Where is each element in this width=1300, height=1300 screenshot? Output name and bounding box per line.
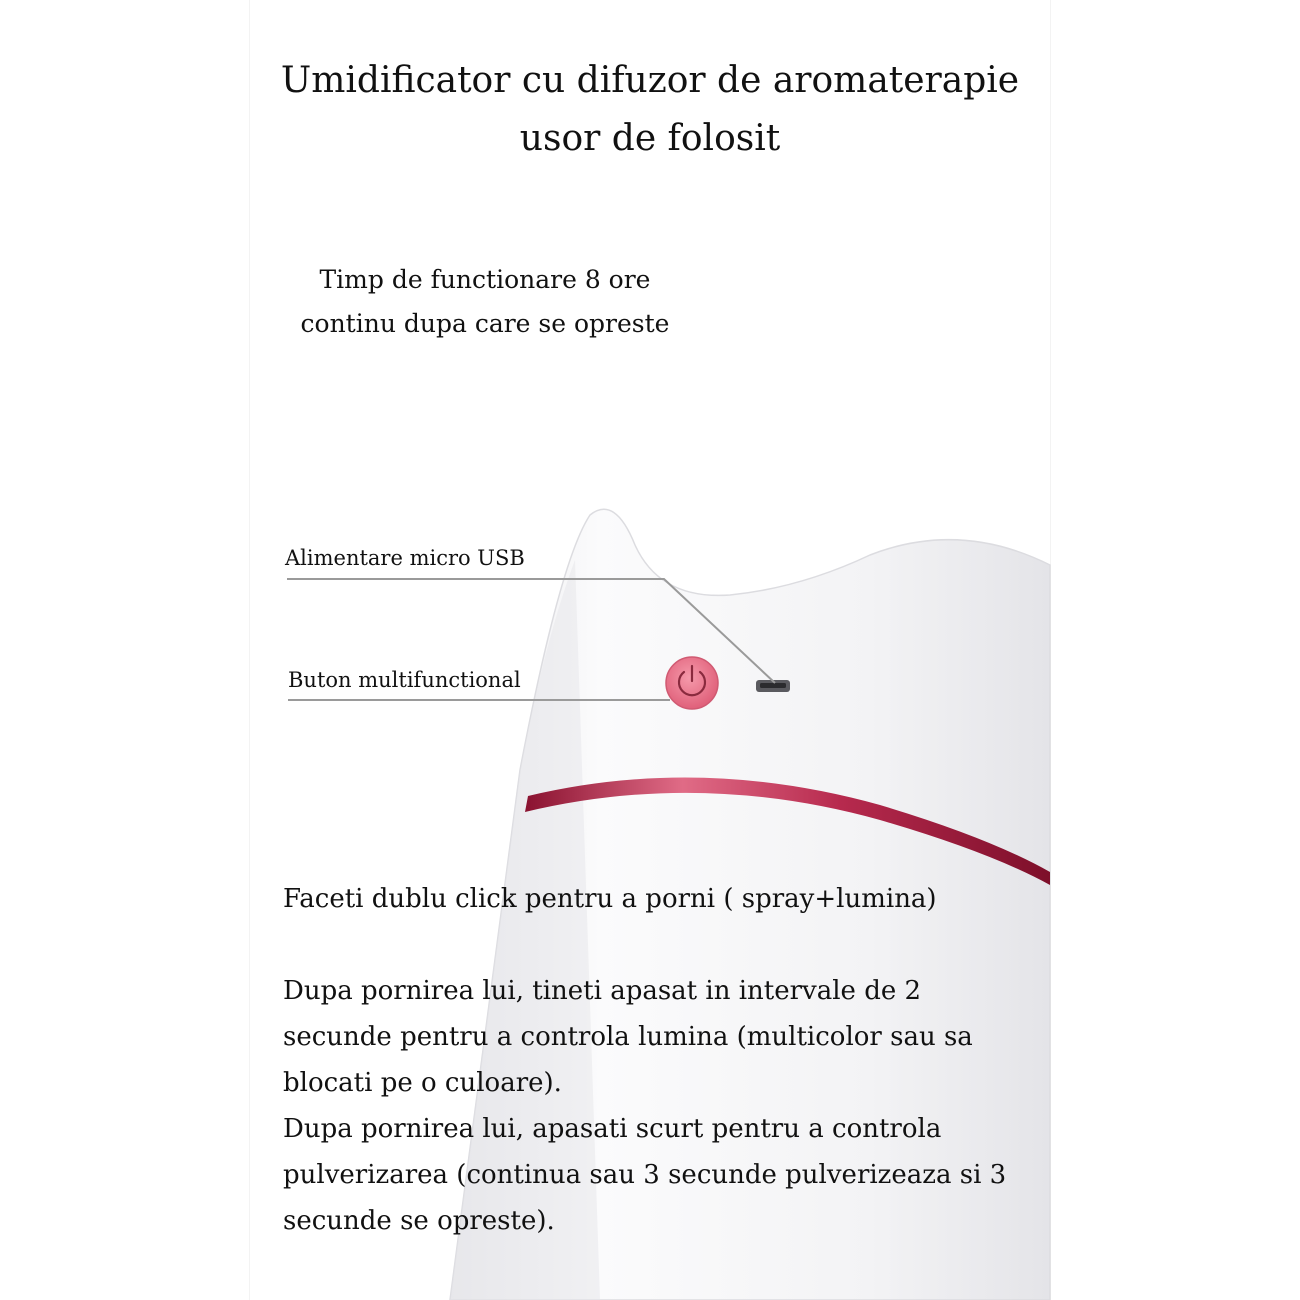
instruction-line: blocati pe o culoare). — [283, 1068, 562, 1098]
runtime-note — [270, 258, 700, 346]
runtime-line-1: Timp de functionare 8 ore — [319, 265, 651, 294]
title-line-2: usor de folosit — [519, 118, 781, 159]
title-line-1: Umidificator cu difuzor de aromaterapie — [280, 60, 1020, 101]
power-button-graphic — [666, 657, 718, 709]
page-title — [250, 52, 1050, 168]
usb-callout-label: Alimentare micro USB — [285, 546, 525, 570]
usage-instructions — [283, 876, 1043, 1244]
instruction-line: secunde se opreste). — [283, 1206, 555, 1236]
instruction-line: Dupa pornirea lui, tineti apasat in intervale de 2 — [283, 976, 922, 1006]
instruction-line: Dupa pornirea lui, apasati scurt pentru a controla — [283, 1114, 942, 1144]
instruction-line: Faceti dublu click pentru a porni ( spray+lumina) — [283, 884, 937, 914]
runtime-line-2: continu dupa care se opreste — [300, 309, 670, 338]
instruction-line: pulverizarea (continua sau 3 secunde pulverizeaza si 3 — [283, 1160, 1007, 1190]
button-callout-label: Buton multifunctional — [288, 668, 521, 692]
instruction-line: secunde pentru a controla lumina (multicolor sau sa — [283, 1022, 973, 1052]
